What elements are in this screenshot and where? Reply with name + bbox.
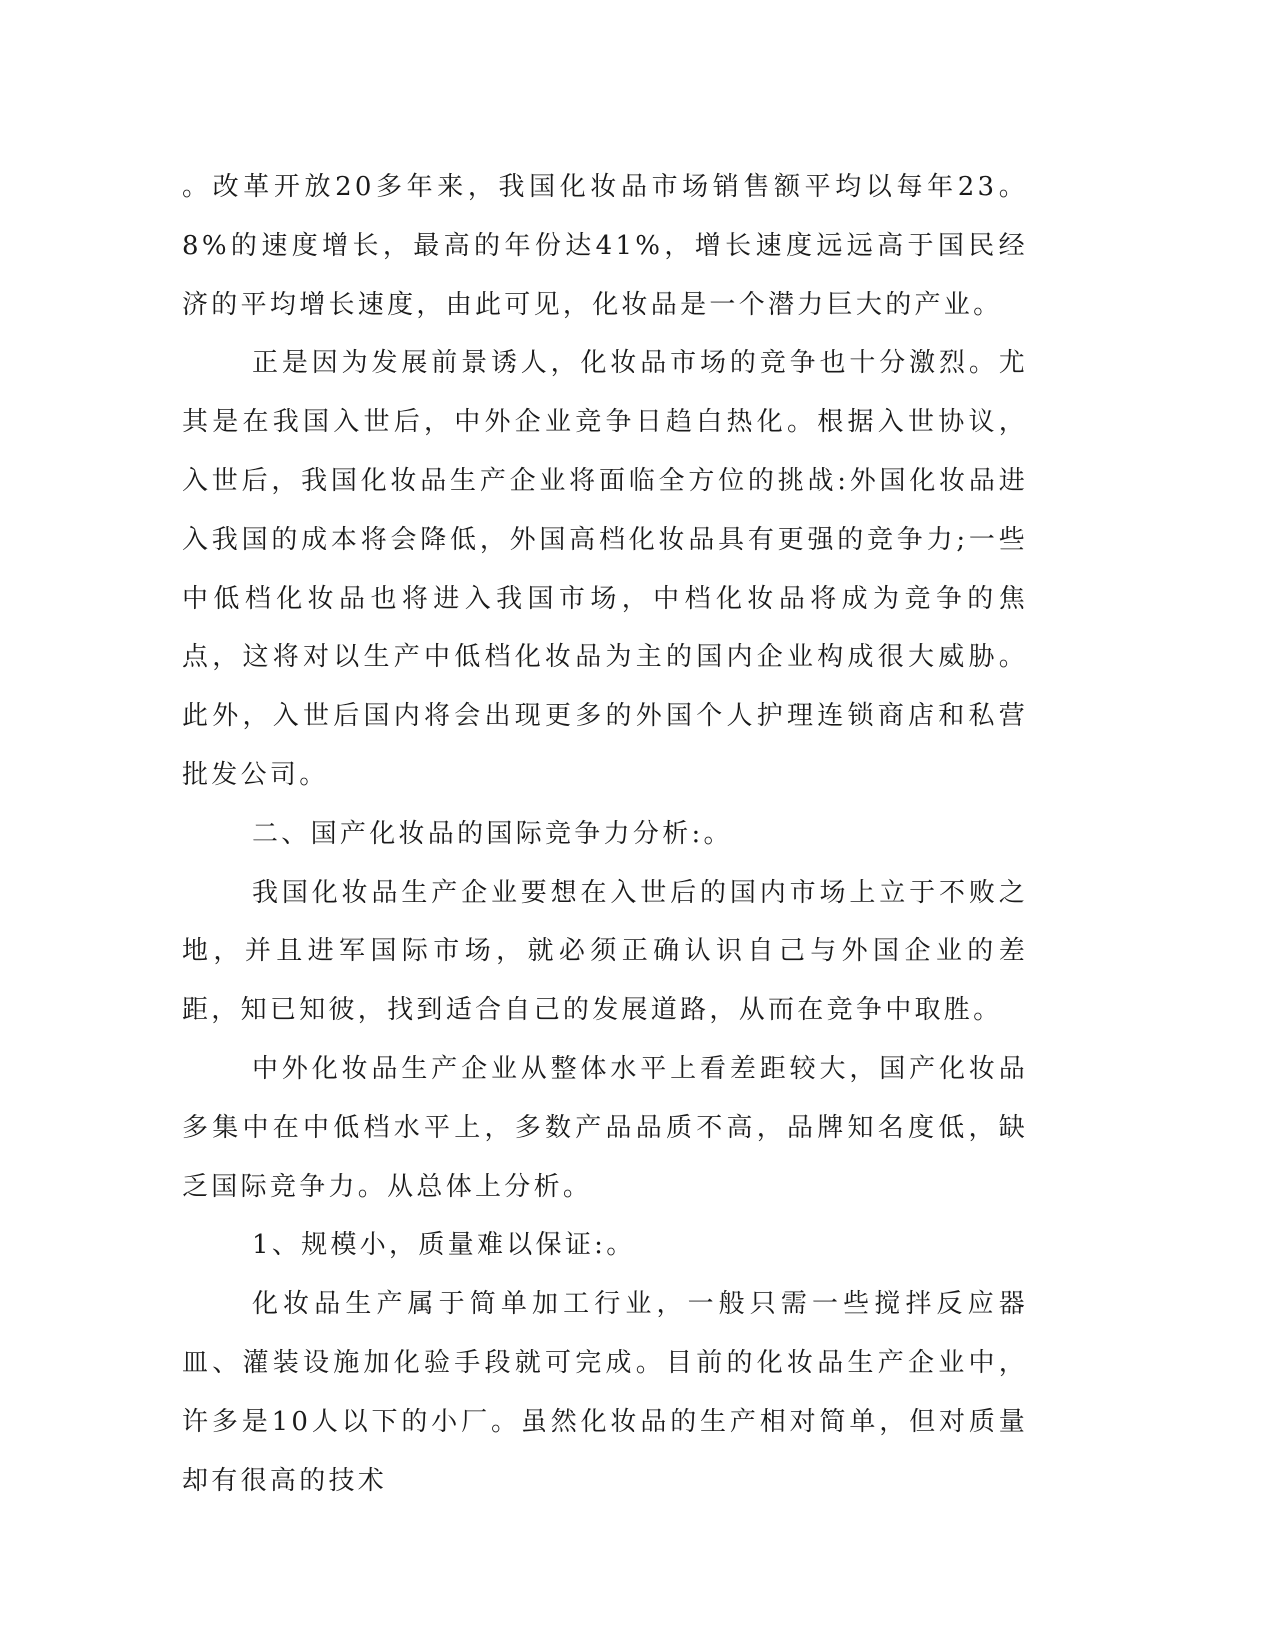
paragraph-2: 正是因为发展前景诱人，化妆品市场的竞争也十分激烈。尤其是在我国入世后，中外企业竞争日趋白热化。根据入世协议，入世后，我国化妆品生产企业将面临全方位的挑战:外国化妆品进入我国的成本将会降低，外国高档化妆品具有更强的竞争力;一些中低档化妆品也将进入我国市场，中档化妆品将成为竞争的焦点，这将对以生产中低档化妆品为主的国内企业构成很大威胁。此外，入世后国内将会出现更多的外国个人护理连锁商店和私营批发公司。 — [182, 348, 1028, 790]
paragraph-4: 中外化妆品生产企业从整体水平上看差距较大，国产化妆品多集中在中低档水平上，多数产品品质不高，品牌知名度低，缺乏国际竞争力。从总体上分析。 — [182, 1053, 1028, 1202]
paragraph-5: 化妆品生产属于简单加工行业，一般只需一些搅拌反应器皿、灌装设施加化验手段就可完成。目前的化妆品生产企业中，许多是10人以下的小厂。虽然化妆品的生产相对简单，但对质量却有很高的技术 — [182, 1289, 1028, 1496]
body-text — [182, 158, 1028, 1510]
paragraph-3: 我国化妆品生产企业要想在入世后的国内市场上立于不败之地，并且进军国际市场，就必须正确认识自己与外国企业的差距，知已知彼，找到适合自己的发展道路，从而在竞争中取胜。 — [182, 877, 1028, 1026]
paragraph-1: 。改革开放20多年来，我国化妆品市场销售额平均以每年23。8%的速度增长，最高的年份达41%，增长速度远远高于国民经济的平均增长速度，由此可见，化妆品是一个潜力巨大的产业。 — [182, 172, 1028, 320]
subheading-1: 1、规模小，质量难以保证:。 — [252, 1230, 636, 1261]
section-heading-2: 二、国产化妆品的国际竞争力分析:。 — [252, 818, 733, 849]
